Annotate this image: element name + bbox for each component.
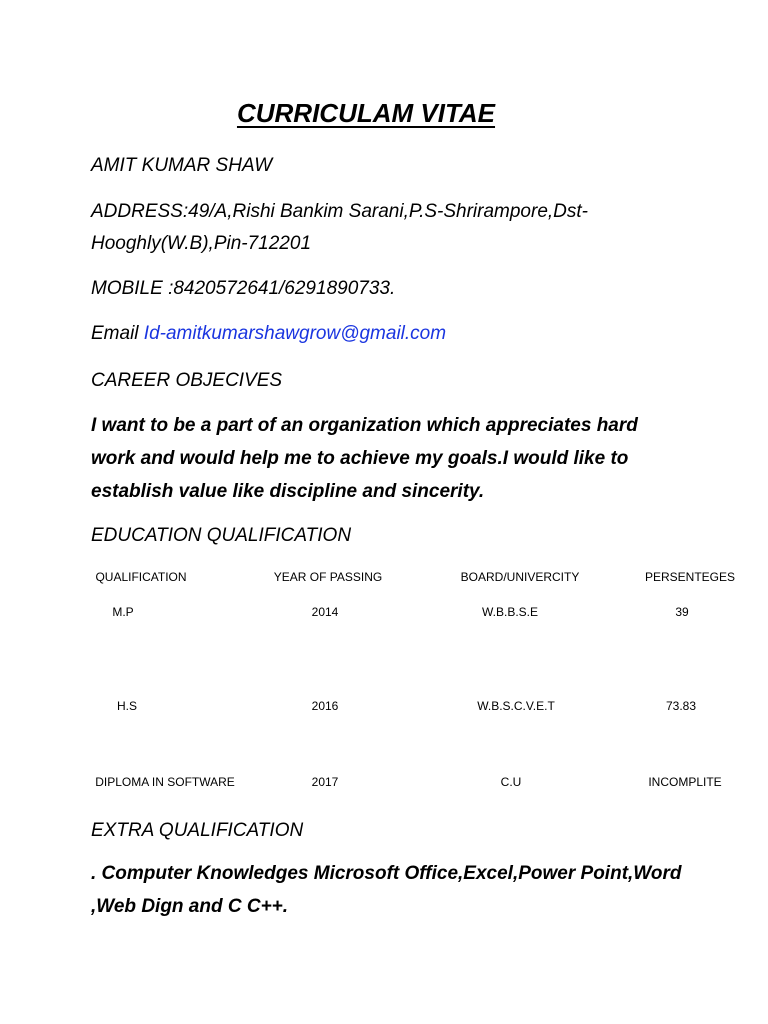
career-line: establish value like discipline and sincerity.: [91, 481, 485, 502]
table-header-year: YEAR OF PASSING: [273, 570, 383, 584]
table-cell: 2014: [311, 605, 339, 619]
table-header-percentage: PERSENTEGES: [644, 570, 736, 584]
career-objectives-heading: CAREER OBJECIVES: [91, 370, 283, 391]
career-line: I want to be a part of an organization which appreciates hard: [91, 415, 638, 436]
education-heading: EDUCATION QUALIFICATION: [91, 525, 352, 546]
candidate-name: AMIT KUMAR SHAW: [91, 155, 273, 176]
document-title: CURRICULAM VITAE: [236, 98, 496, 128]
address-line-2: Hooghly(W.B),Pin-712201: [91, 233, 312, 254]
extra-line: ,Web Dign and C C++.: [91, 896, 289, 917]
extra-line: . Computer Knowledges Microsoft Office,Excel,Power Point,Word: [91, 863, 682, 884]
table-cell: M.P: [112, 605, 134, 619]
table-cell: 2017: [311, 775, 339, 789]
table-cell: C.U: [500, 775, 522, 789]
table-cell: W.B.B.S.E: [481, 605, 539, 619]
table-cell: 2016: [311, 699, 339, 713]
extra-qualification-text: [91, 857, 711, 923]
table-cell: 73.83: [665, 699, 697, 713]
career-line: work and would help me to achieve my goals.I would like to: [91, 448, 629, 469]
table-cell: 39: [675, 605, 689, 619]
email-label: Email: [91, 323, 144, 344]
table-cell: H.S: [116, 699, 138, 713]
extra-qualification-heading: EXTRA QUALIFICATION: [91, 820, 304, 841]
table-header-qualification: QUALIFICATION: [95, 570, 187, 584]
table-cell: INCOMPLITE: [648, 775, 722, 789]
table-cell: W.B.S.C.V.E.T: [477, 699, 555, 713]
email-row: [91, 318, 446, 350]
mobile-number: MOBILE :8420572641/6291890733.: [91, 278, 396, 299]
email-link[interactable]: Id-amitkumarshawgrow@gmail.com: [143, 323, 447, 344]
address-line-1: ADDRESS:49/A,Rishi Bankim Sarani,P.S-Shrirampore,Dst-: [91, 201, 588, 222]
table-cell: DIPLOMA IN SOFTWARE: [95, 775, 235, 789]
table-header-board: BOARD/UNIVERCITY: [460, 570, 580, 584]
career-objectives-text: [91, 409, 711, 508]
